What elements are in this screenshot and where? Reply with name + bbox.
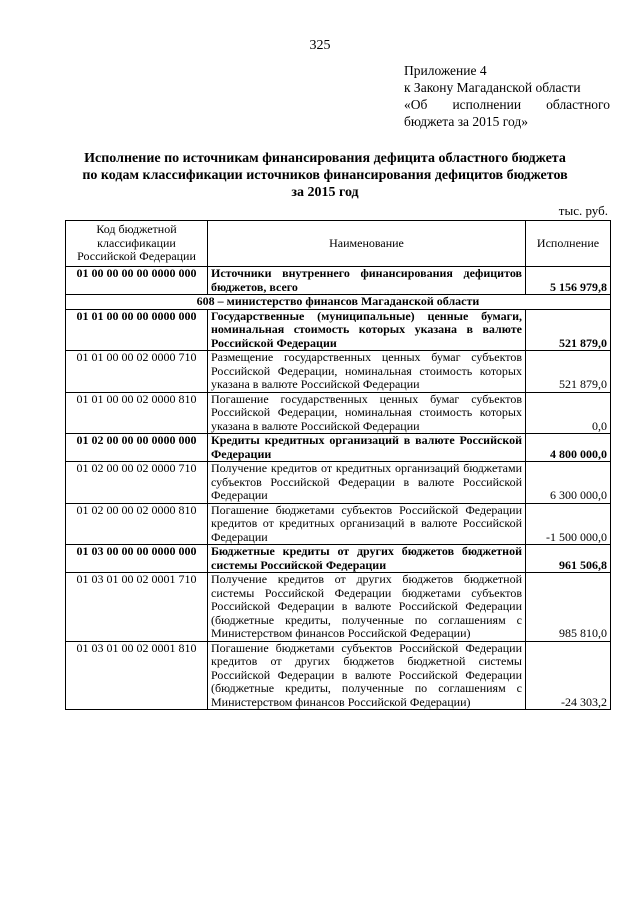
title-line: за 2015 год bbox=[291, 185, 359, 200]
row-code: 01 01 00 00 02 0000 810 bbox=[66, 392, 208, 434]
row-value: -1 500 000,0 bbox=[526, 503, 611, 545]
row-name: Кредиты кредитных организаций в валюте Российской Федерации bbox=[208, 434, 526, 462]
row-code: 01 00 00 00 00 0000 000 bbox=[66, 267, 208, 295]
appendix-block bbox=[404, 62, 610, 130]
row-value: 521 879,0 bbox=[526, 351, 611, 393]
appendix-line: Приложение 4 bbox=[404, 63, 487, 78]
row-name: Погашение государственных ценных бумаг субъектов Российской Федерации, номинальная стоимость которых указана в валюте Российской Федерации bbox=[208, 392, 526, 434]
appendix-line: «Об исполнении областного bbox=[404, 97, 610, 112]
row-name: Получение кредитов от кредитных организаций бюджетами субъектов Российской Федерации в валюте Российской Федерации bbox=[208, 462, 526, 504]
table-row bbox=[66, 503, 611, 545]
table-header-row bbox=[66, 221, 611, 267]
header-code: Код бюджетной классификации Российской Федерации bbox=[66, 221, 208, 267]
row-name: Бюджетные кредиты от других бюджетов бюджетной системы Российской Федерации bbox=[208, 545, 526, 573]
appendix-line: к Закону Магаданской области bbox=[404, 80, 581, 95]
row-code: 01 02 00 00 00 0000 000 bbox=[66, 434, 208, 462]
row-value: 521 879,0 bbox=[526, 309, 611, 351]
units-label: тыс. руб. bbox=[558, 203, 608, 218]
row-name: Получение кредитов от других бюджетов бюджетной системы Российской Федерации бюджетами субъектов Российской Федерации в валюте Российской Федерации (бюджетные кредиты, полученные по соглашениям с Министерством финансов Российской Федерации) bbox=[208, 573, 526, 642]
header-name: Наименование bbox=[208, 221, 526, 267]
row-code: 01 01 00 00 00 0000 000 bbox=[66, 309, 208, 351]
title-line: по кодам классификации источников финансирования дефицитов бюджетов bbox=[82, 168, 568, 183]
header-value: Исполнение bbox=[526, 221, 611, 267]
row-value: 0,0 bbox=[526, 392, 611, 434]
table-row bbox=[66, 351, 611, 393]
table-body bbox=[66, 267, 611, 710]
row-code: 01 01 00 00 02 0000 710 bbox=[66, 351, 208, 393]
appendix-line: бюджета за 2015 год» bbox=[404, 114, 528, 129]
row-code: 01 03 01 00 02 0001 710 bbox=[66, 573, 208, 642]
document-title bbox=[40, 150, 610, 201]
row-value: 985 810,0 bbox=[526, 573, 611, 642]
table-row-ministry bbox=[66, 295, 611, 310]
row-name: Государственные (муниципальные) ценные бумаги, номинальная стоимость которых указана в валюте Российской Федерации bbox=[208, 309, 526, 351]
row-value: 5 156 979,8 bbox=[526, 267, 611, 295]
row-code: 01 03 01 00 02 0001 810 bbox=[66, 641, 208, 710]
row-value: -24 303,2 bbox=[526, 641, 611, 710]
row-code: 01 02 00 00 02 0000 710 bbox=[66, 462, 208, 504]
row-name: Погашение бюджетами субъектов Российской Федерации кредитов от кредитных организаций в валюте Российской Федерации bbox=[208, 503, 526, 545]
table-row bbox=[66, 392, 611, 434]
table-row bbox=[66, 434, 611, 462]
row-code: 01 03 00 00 00 0000 000 bbox=[66, 545, 208, 573]
row-value: 961 506,8 bbox=[526, 545, 611, 573]
row-name: Погашение бюджетами субъектов Российской Федерации кредитов от других бюджетов бюджетной системы Российской Федерации в валюте Российской Федерации (бюджетные кредиты, полученные по соглашениям с Министерством финансов Российской Федерации) bbox=[208, 641, 526, 710]
financing-sources-table bbox=[65, 220, 611, 710]
table-row bbox=[66, 641, 611, 710]
table-row bbox=[66, 573, 611, 642]
row-name: Размещение государственных ценных бумаг субъектов Российской Федерации, номинальная стоимость которых указана в валюте Российской Федерации bbox=[208, 351, 526, 393]
row-code: 01 02 00 00 02 0000 810 bbox=[66, 503, 208, 545]
ministry-label: 608 – министерство финансов Магаданской области bbox=[66, 295, 611, 310]
row-value: 6 300 000,0 bbox=[526, 462, 611, 504]
row-value: 4 800 000,0 bbox=[526, 434, 611, 462]
table-row bbox=[66, 545, 611, 573]
title-line: Исполнение по источникам финансирования дефицита областного бюджета bbox=[84, 151, 566, 166]
table-row bbox=[66, 462, 611, 504]
table-row bbox=[66, 309, 611, 351]
page-number: 325 bbox=[309, 38, 331, 53]
table-row-total bbox=[66, 267, 611, 295]
row-name: Источники внутреннего финансирования дефицитов бюджетов, всего bbox=[208, 267, 526, 295]
